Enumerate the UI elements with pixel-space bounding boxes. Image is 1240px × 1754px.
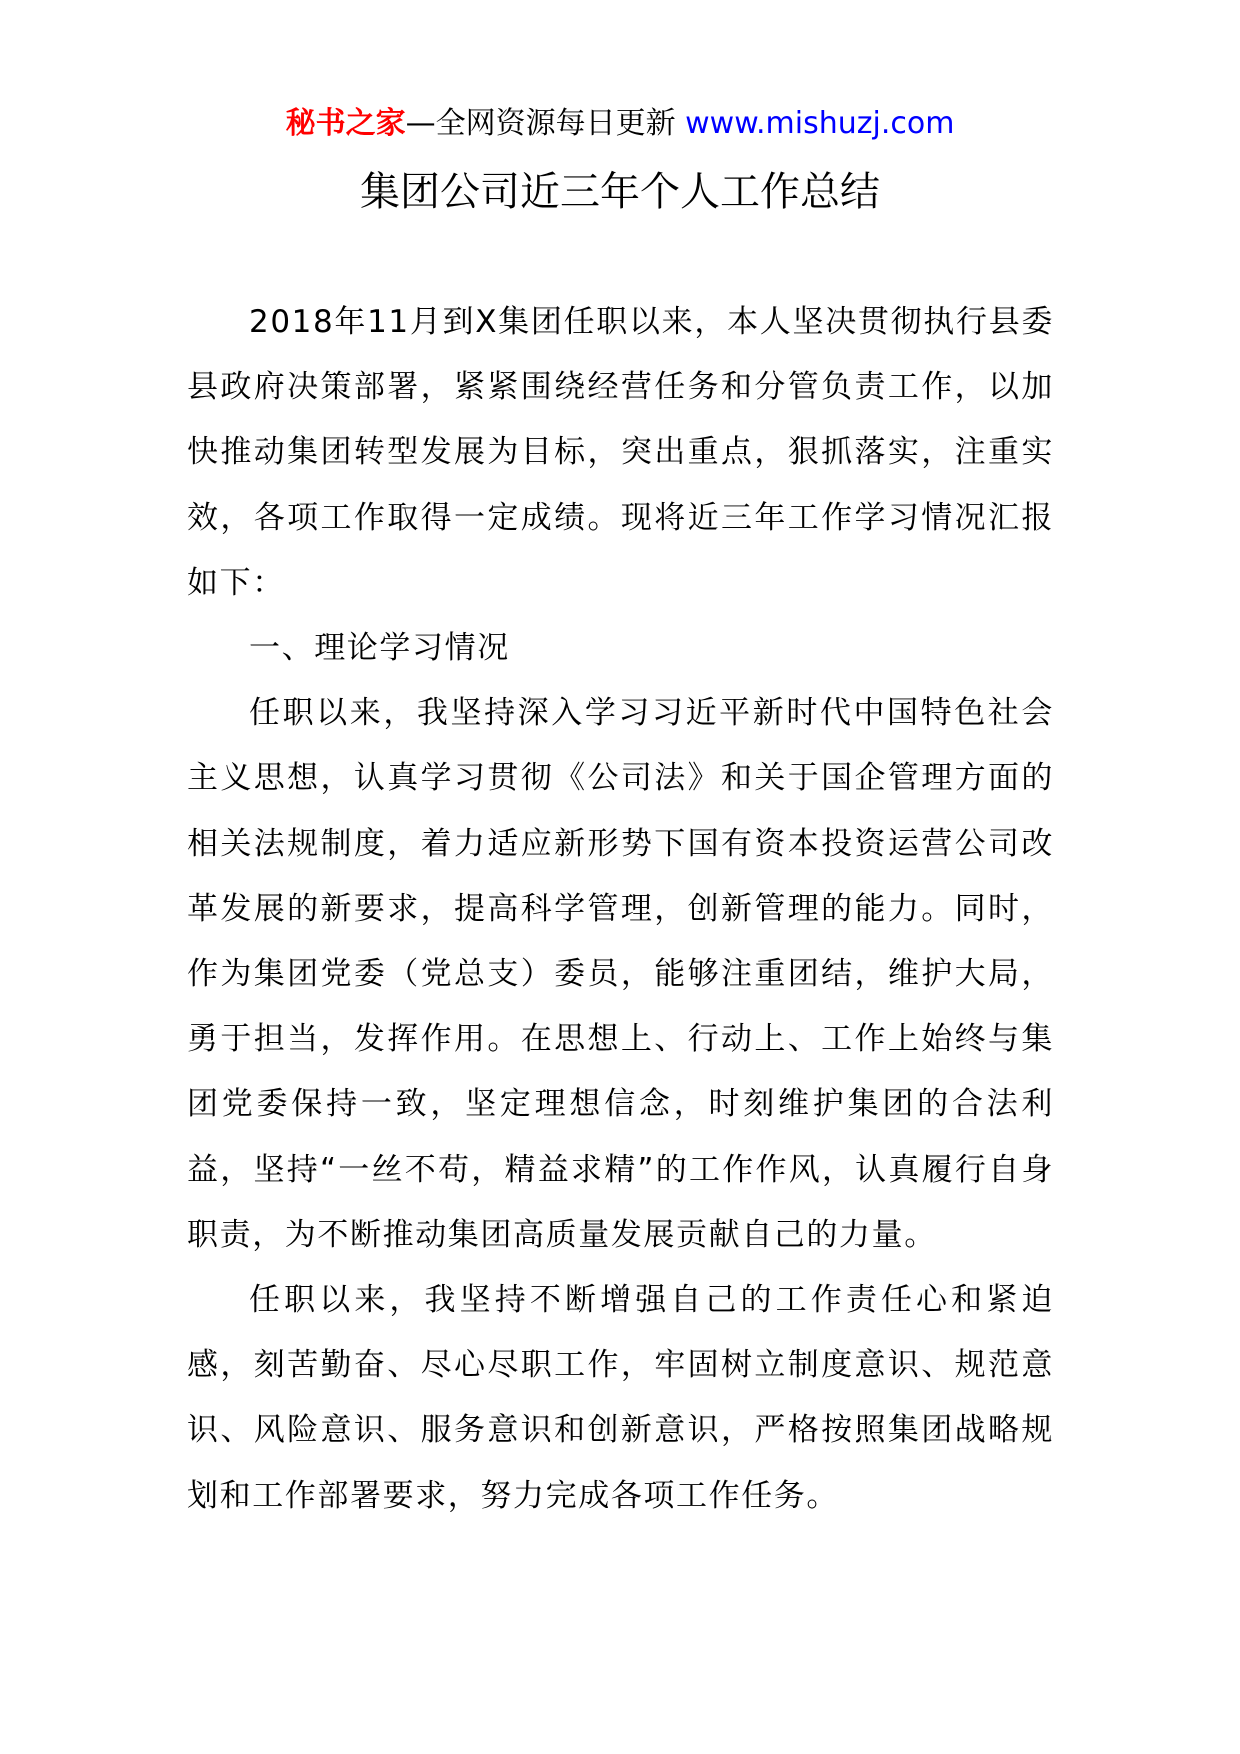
intro-paragraph: 2018年11月到X集团任职以来，本人坚决贯彻执行县委县政府决策部署，紧紧围绕经营任务和分管负责工作，以加快推动集团转型发展为目标，突出重点，狠抓落实，注重实效，各项工作取得一定成绩。现将近三年工作学习情况汇报如下： [187, 304, 1054, 601]
work-responsibility-paragraph: 任职以来，我坚持不断增强自己的工作责任心和紧迫感，刻苦勤奋、尽心尽职工作，牢固树立制度意识、规范意识、风险意识、服务意识和创新意识，严格按照集团战略规划和工作部署要求，努力完成各项工作任务。 [187, 1282, 1054, 1514]
brand-name: 秘书之家 [285, 106, 406, 141]
site-url-link[interactable]: www.mishuzj.com [685, 106, 955, 141]
header-tagline: —全网资源每日更新 [405, 106, 686, 141]
document-body [187, 290, 1054, 1529]
document-title: 集团公司近三年个人工作总结 [360, 169, 880, 215]
section-heading-theory-study: 一、理论学习情况 [249, 630, 510, 667]
theory-study-paragraph: 任职以来，我坚持深入学习习近平新时代中国特色社会主义思想，认真学习贯彻《公司法》和关于国企管理方面的相关法规制度，着力适应新形势下国有资本投资运营公司改革发展的新要求，提高科学管理，创新管理的能力。同时，作为集团党委（党总支）委员，能够注重团结，维护大局，勇于担当，发挥作用。在思想上、行动上、工作上始终与集团党委保持一致，坚定理想信念，时刻维护集团的合法利益，坚持“一丝不苟，精益求精”的工作作风，认真履行自身职责，为不断推动集团高质量发展贡献自己的力量。 [187, 695, 1054, 1253]
site-header [0, 102, 1240, 146]
